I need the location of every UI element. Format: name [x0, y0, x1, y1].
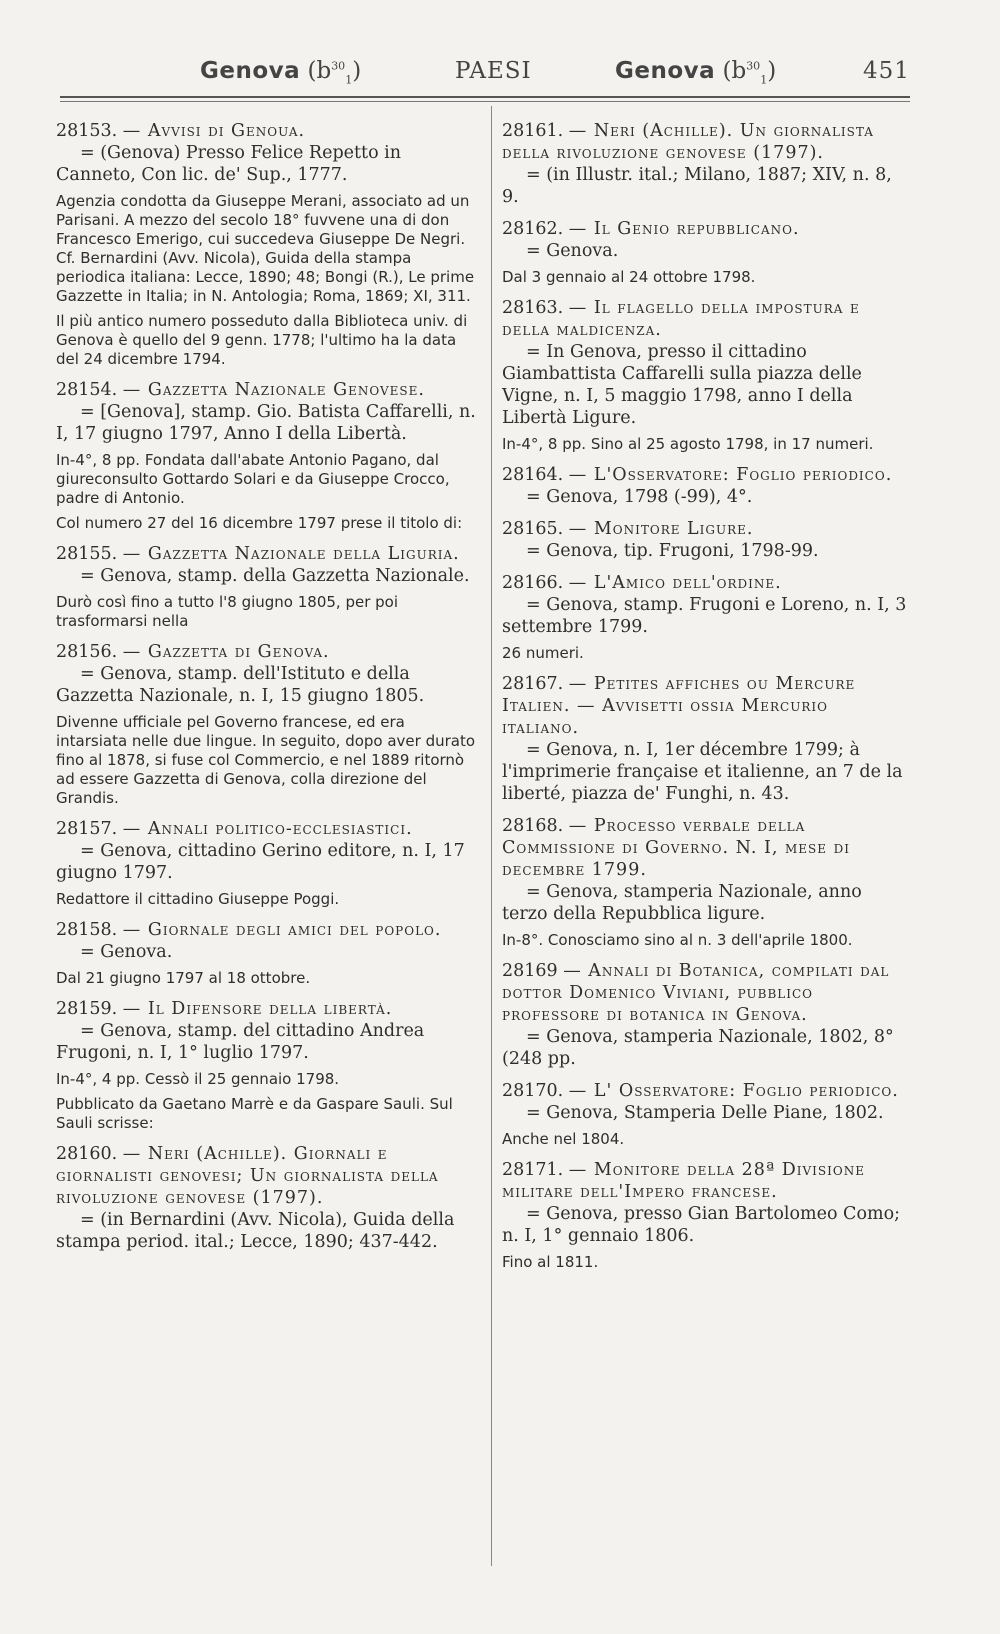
- entry-note: In-8°. Conosciamo sino al n. 3 dell'aprile 1800.: [502, 931, 853, 949]
- entry-imprint: = Genova, stamperia Nazionale, 1802, 8° (248 pp.: [502, 1027, 894, 1069]
- catalog-entry: [502, 815, 907, 950]
- entry-number: 28162.: [502, 219, 569, 239]
- entry-heading: [56, 818, 476, 840]
- entry-note: Redattore il cittadino Giuseppe Poggi.: [56, 890, 340, 908]
- header-left: Genova $(b^{30}_1)$: [200, 58, 362, 87]
- entry-imprint: = Genova, n. I, 1er décembre 1799; à l'imprimerie française et italienne, an 7 de la liberté, piazza de' Funghi, n. 43.: [502, 740, 903, 804]
- header-center: PAESI: [455, 58, 532, 84]
- entry-note: Fino al 1811.: [502, 1253, 599, 1271]
- entry-number: 28171.: [502, 1160, 569, 1180]
- entry-note: Divenne ufficiale pel Governo francese, ed era intarsiata nelle due lingue. In seguito, dopo aver durato fino al 1878, si fuse col Commercio, e nel 1889 ritornò ad essere Gazzetta di Genova, colla direzione del Grandis.: [56, 713, 476, 807]
- entry-heading: [56, 120, 476, 142]
- entry-title: — Gazzetta Nazionale Genovese.: [122, 380, 425, 400]
- column-divider: [491, 106, 492, 1566]
- entry-imprint: = Genova, stamp. della Gazzetta Nazionale.: [80, 566, 470, 586]
- entry-heading: [502, 518, 907, 540]
- entry-number: 28163.: [502, 298, 569, 318]
- entry-note: Il più antico numero posseduto dalla Biblioteca univ. di Genova è quello del 9 genn. 1778; l'ultimo ha la data del 24 dicembre 1794.: [56, 312, 468, 368]
- entry-heading: [502, 815, 907, 881]
- entry-heading: [502, 297, 907, 341]
- entry-note: Dal 3 gennaio al 24 ottobre 1798.: [502, 268, 756, 286]
- entry-note: Dal 21 giugno 1797 al 18 ottobre.: [56, 969, 311, 987]
- entry-imprint: = Genova, tip. Frugoni, 1798-99.: [526, 541, 819, 561]
- entry-heading: [502, 1080, 907, 1102]
- entry-heading: [502, 960, 907, 1026]
- catalog-entry: [56, 379, 476, 533]
- header-right: Genova $(b^{30}_1)$: [615, 58, 777, 87]
- entry-imprint: = In Genova, presso il cittadino Giambattista Caffarelli sulla piazza delle Vigne, n. I, 5 maggio 1798, anno I della Libertà Ligure.: [502, 342, 862, 428]
- entry-title: — Annali politico-ecclesiastici.: [122, 819, 413, 839]
- entry-heading: [56, 1143, 476, 1209]
- entry-heading: [56, 543, 476, 565]
- entry-number: 28154.: [56, 380, 123, 400]
- right-column: [502, 120, 907, 1282]
- entry-heading: [502, 218, 907, 240]
- entry-heading: [502, 464, 907, 486]
- entry-number: 28155.: [56, 544, 123, 564]
- entry-imprint: = Genova, 1798 (-99), 4°.: [526, 487, 753, 507]
- entry-title: — Gazzetta di Genova.: [122, 642, 330, 662]
- catalog-entry: [56, 998, 476, 1133]
- entry-heading: [56, 919, 476, 941]
- entry-imprint: = [Genova], stamp. Gio. Batista Caffarelli, n. I, 17 giugno 1797, Anno I della Libertà.: [56, 402, 476, 444]
- entry-number: 28167.: [502, 674, 569, 694]
- entry-heading: [502, 673, 907, 739]
- catalog-entry: [56, 919, 476, 988]
- catalog-entry: [502, 960, 907, 1070]
- entry-note: In-4°, 4 pp. Cessò il 25 gennaio 1798.: [56, 1070, 340, 1088]
- entry-title: — Il flagello della impostura e della maldicenza.: [502, 298, 860, 340]
- entry-number: 28160.: [56, 1144, 123, 1164]
- entry-imprint: = (in Illustr. ital.; Milano, 1887; XIV, n. 8, 9.: [502, 165, 892, 207]
- entry-number: 28153.: [56, 121, 123, 141]
- catalog-entry: [56, 818, 476, 909]
- entry-title: — Monitore della 28ª Divisione militare dell'Impero francese.: [502, 1160, 865, 1202]
- entry-title: — Petites affiches ou Mercure Italien. — Avvisetti ossia Mercurio italiano.: [502, 674, 856, 738]
- entry-number: 28166.: [502, 573, 569, 593]
- entry-title: — Il Difensore della libertà.: [122, 999, 393, 1019]
- entry-imprint: = Genova, stamp. del cittadino Andrea Frugoni, n. I, 1° luglio 1797.: [56, 1021, 425, 1063]
- catalog-entry: [502, 572, 907, 663]
- entry-imprint: = Genova, Stamperia Delle Piane, 1802.: [526, 1103, 884, 1123]
- entry-heading: [502, 1159, 907, 1203]
- entry-note: Agenzia condotta da Giuseppe Merani, associato ad un Parisani. A mezzo del secolo 18° fuvvene una di don Francesco Emerigo, cui succedeva Giuseppe De Negri. Cf. Bernardini (Avv. Nicola), Guida della stampa periodica italiana: Lecce, 1890; 48; Bongi (R.), Le prime Gazzette in Italia; in N. Antologia; Roma, 1869; XI, 311.: [56, 192, 475, 305]
- entry-imprint: = Genova.: [80, 942, 173, 962]
- entry-note: Pubblicato da Gaetano Marrè e da Gaspare Sauli. Sul Sauli scrisse:: [56, 1095, 453, 1132]
- entry-heading: [502, 120, 907, 164]
- catalog-entry: [502, 1159, 907, 1272]
- catalog-entry: [56, 120, 476, 369]
- entry-title: — L'Osservatore: Foglio periodico.: [568, 465, 893, 485]
- catalog-entry: [502, 673, 907, 805]
- entry-note: In-4°, 8 pp. Sino al 25 agosto 1798, in 17 numeri.: [502, 435, 874, 453]
- entry-number: 28165.: [502, 519, 569, 539]
- entry-title: — Processo verbale della Commissione di Governo. N. I, mese di decembre 1799.: [502, 816, 850, 880]
- catalog-entry: [502, 218, 907, 287]
- entry-imprint: = Genova, presso Gian Bartolomeo Como; n. I, 1° gennaio 1806.: [502, 1204, 901, 1246]
- running-header: [190, 58, 910, 98]
- entry-number: 28161.: [502, 121, 569, 141]
- entry-note: Durò così fino a tutto l'8 giugno 1805, per poi trasformarsi nella: [56, 593, 399, 630]
- catalog-entry: [502, 297, 907, 454]
- entry-title: — Monitore Ligure.: [568, 519, 754, 539]
- entry-imprint: = Genova, cittadino Gerino editore, n. I, 17 giugno 1797.: [56, 841, 465, 883]
- entry-number: 28168.: [502, 816, 569, 836]
- catalog-entry: [502, 518, 907, 562]
- entry-title: — Neri (Achille). Un giornalista della rivoluzione genovese (1797).: [502, 121, 874, 163]
- entry-number: 28156.: [56, 642, 123, 662]
- entry-title: — Annali di Botanica, compilati dal dottor Domenico Viviani, pubblico professore di botanica in Genova.: [502, 961, 890, 1025]
- entry-number: 28158.: [56, 920, 123, 940]
- entry-note: Col numero 27 del 16 dicembre 1797 prese il titolo di:: [56, 514, 463, 532]
- catalog-entry: [502, 464, 907, 508]
- entry-imprint: = Genova.: [526, 241, 619, 261]
- catalog-entry: [502, 120, 907, 208]
- entry-imprint: = Genova, stamperia Nazionale, anno terzo della Repubblica ligure.: [502, 882, 862, 924]
- entry-imprint: = (Genova) Presso Felice Repetto in Canneto, Con lic. de' Sup., 1777.: [56, 143, 402, 185]
- header-rule-thin: [60, 101, 910, 102]
- catalog-entry: [56, 543, 476, 631]
- page-number: 451: [863, 58, 910, 84]
- header-rule: [60, 96, 910, 98]
- entry-title: — L'Amico dell'ordine.: [568, 573, 782, 593]
- entry-title: — Neri (Achille). Giornali e giornalisti genovesi; Un giornalista della rivoluzione genovese (1797).: [56, 1144, 439, 1208]
- entry-heading: [56, 641, 476, 663]
- entry-title: — Giornale degli amici del popolo.: [122, 920, 442, 940]
- catalog-entry: [56, 641, 476, 808]
- entry-imprint: = Genova, stamp. dell'Istituto e della Gazzetta Nazionale, n. I, 15 giugno 1805.: [56, 664, 425, 706]
- entry-note: 26 numeri.: [502, 644, 584, 662]
- entry-imprint: = Genova, stamp. Frugoni e Loreno, n. I, 3 settembre 1799.: [502, 595, 907, 637]
- entry-heading: [56, 998, 476, 1020]
- entry-imprint: = (in Bernardini (Avv. Nicola), Guida della stampa period. ital.; Lecce, 1890; 437-442.: [56, 1210, 455, 1252]
- entry-note: In-4°, 8 pp. Fondata dall'abate Antonio Pagano, dal giureconsulto Gottardo Solari e da Giuseppe Crocco, padre di Antonio.: [56, 451, 450, 507]
- entry-number: 28169: [502, 961, 564, 981]
- entry-number: 28164.: [502, 465, 569, 485]
- entry-title: — Avvisi di Genoua.: [122, 121, 306, 141]
- entry-title: — Il Genio repubblicano.: [568, 219, 800, 239]
- entry-number: 28157.: [56, 819, 123, 839]
- entry-note: Anche nel 1804.: [502, 1130, 625, 1148]
- entry-title: — Gazzetta Nazionale della Liguria.: [122, 544, 460, 564]
- entry-number: 28170.: [502, 1081, 569, 1101]
- entry-heading: [56, 379, 476, 401]
- catalog-entry: [56, 1143, 476, 1253]
- entry-title: — L' Osservatore: Foglio periodico.: [568, 1081, 899, 1101]
- entry-heading: [502, 572, 907, 594]
- catalog-entry: [502, 1080, 907, 1149]
- left-column: [56, 120, 476, 1263]
- entry-number: 28159.: [56, 999, 123, 1019]
